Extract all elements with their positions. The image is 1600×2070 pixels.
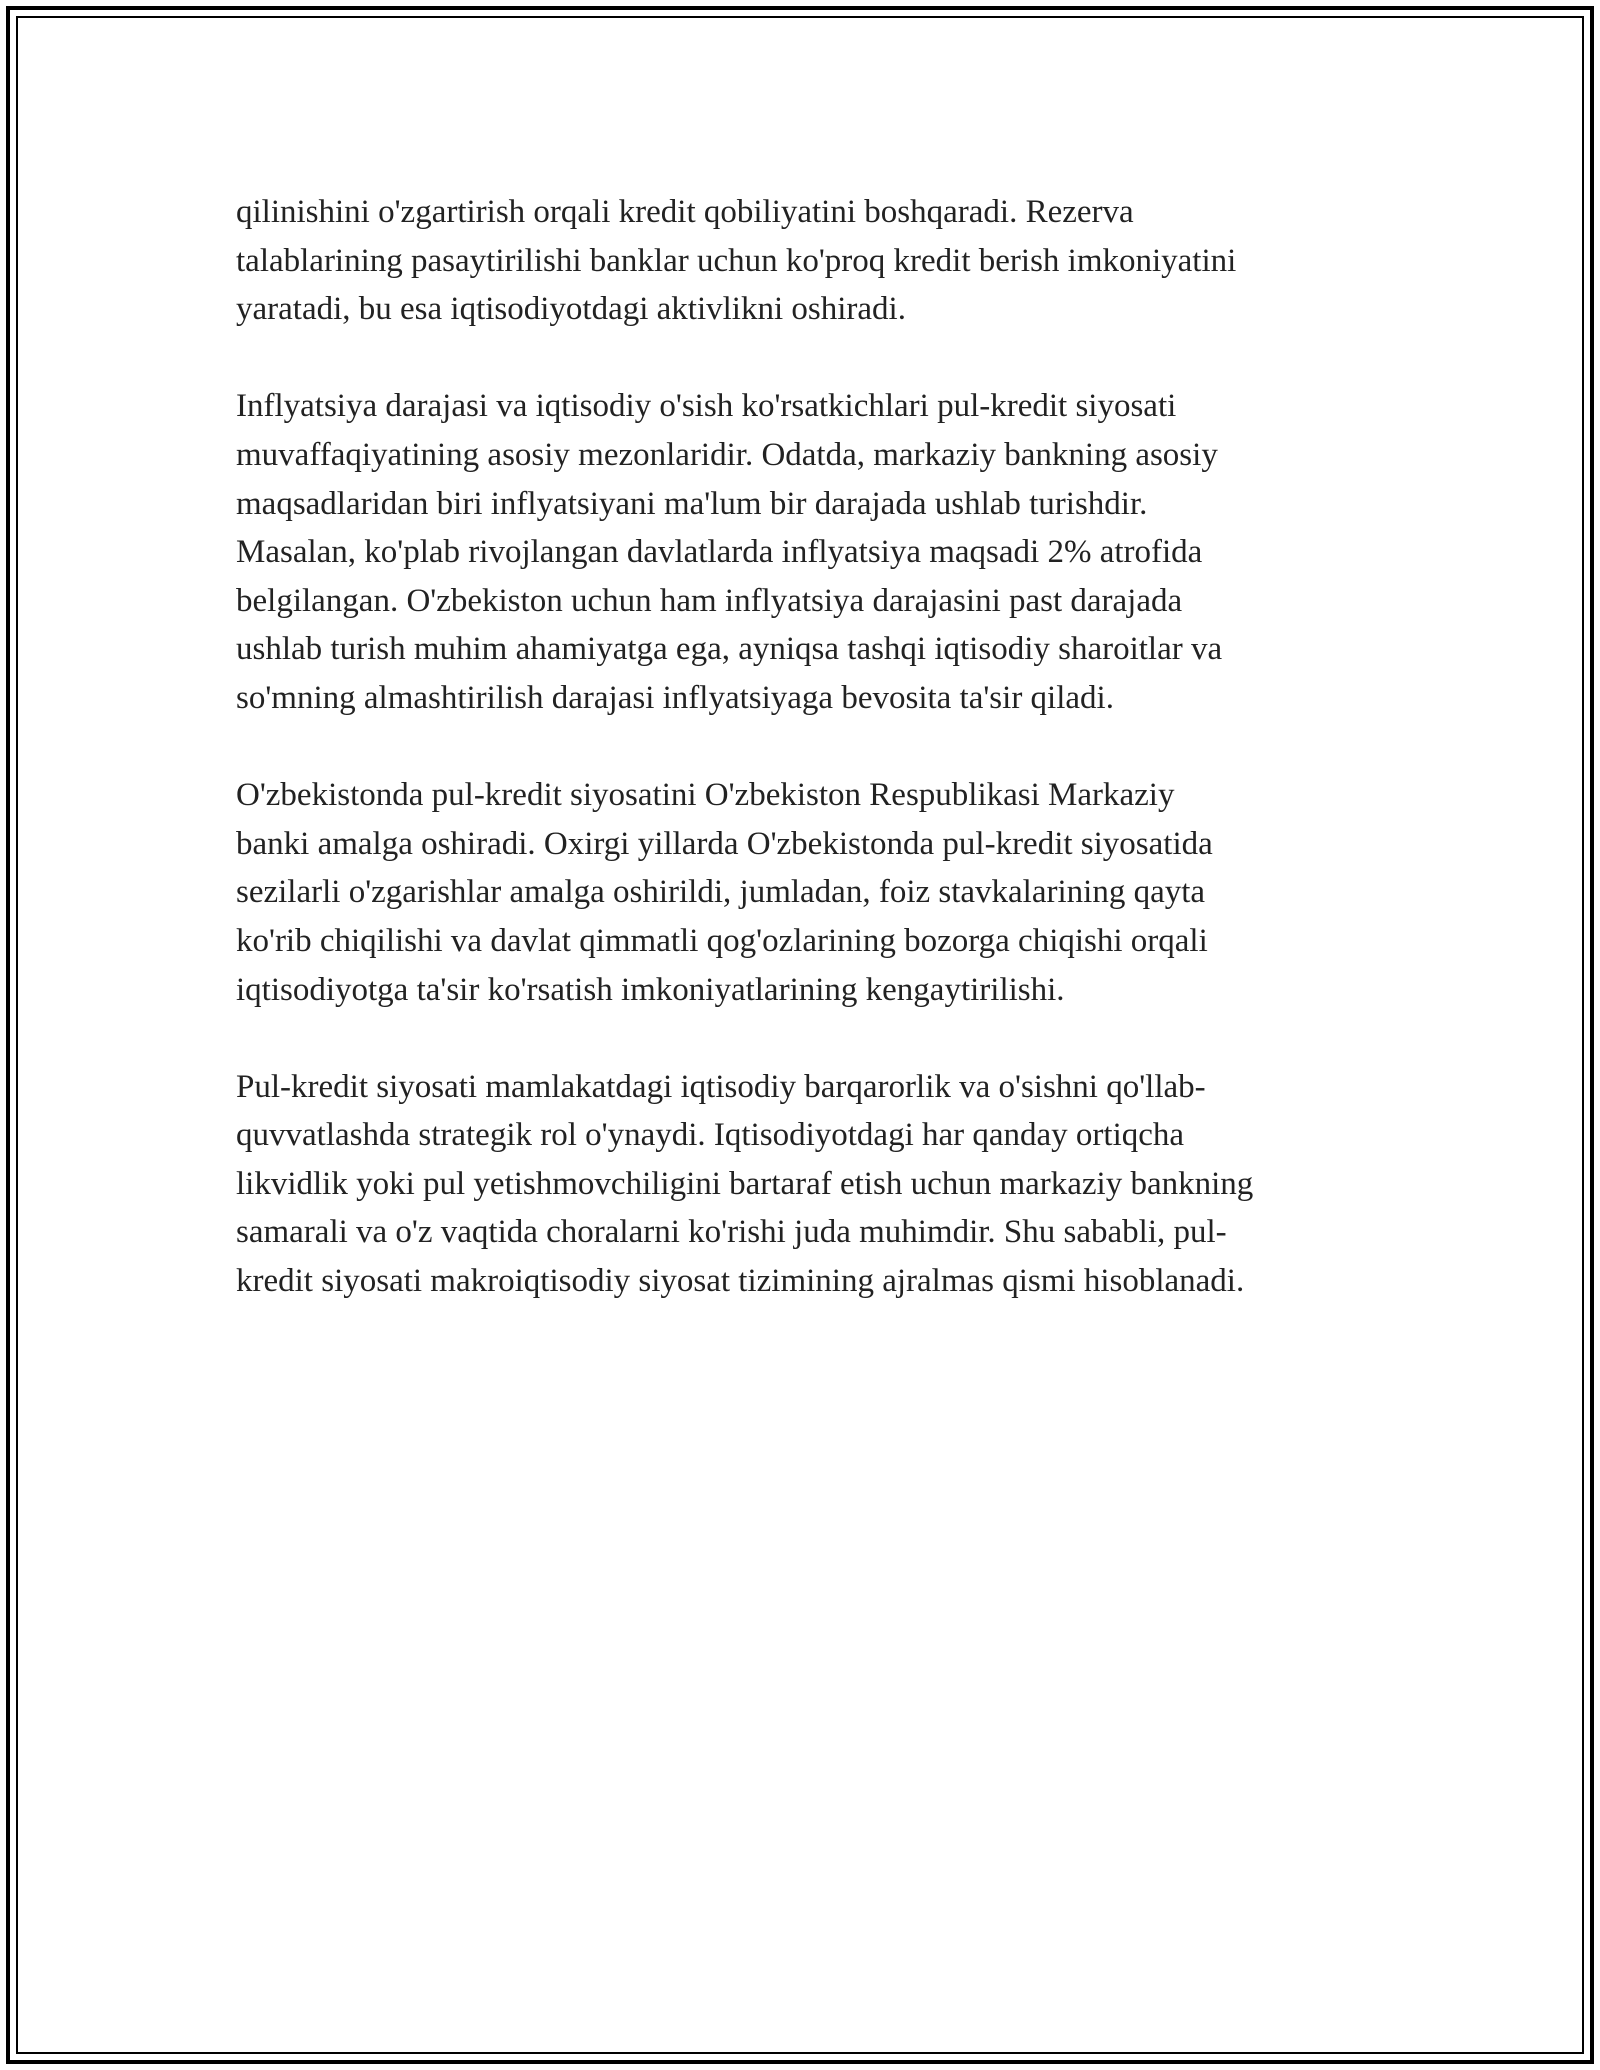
document-body: [236, 188, 1376, 1354]
paragraph-1: qilinishini o'zgartirish orqali kredit qobiliyatini boshqaradi. Rezerva talablarining pasaytirilishi banklar uchun ko'proq kredit berish imkoniyatini yaratadi, bu esa iqtisodiyotdagi aktivlikni oshiradi.: [236, 194, 1237, 328]
paragraph-3: O'zbekistonda pul-kredit siyosatini O'zbekiston Respublikasi Markaziy banki amalga oshiradi. Oxirgi yillarda O'zbekistonda pul-kredit siyosatida sezilarli o'zgarishlar amalga oshirildi, jumladan, foiz stavkalarining qayta ko'rib chiqilishi va davlat qimmatli qog'ozlarining bozorga chiqishi orqali iqtisodiyotga ta'sir ko'rsatish imkoniyatlarining kengaytirilishi.: [236, 777, 1213, 1008]
paragraph-2: Inflyatsiya darajasi va iqtisodiy o'sish ko'rsatkichlari pul-kredit siyosati muvaffaqiyatining asosiy mezonlaridir. Odatda, markaziy bankning asosiy maqsadlaridan biri inflyatsiyani ma'lum bir darajada ushlab turishdir. Masalan, ko'plab rivojlangan davlatlarda inflyatsiya maqsadi 2% atrofida belgilangan. O'zbekiston uchun ham inflyatsiya darajasini past darajada ushlab turish muhim ahamiyatga ega, ayniqsa tashqi iqtisodiy sharoitlar va so'mning almashtirilish darajasi inflyatsiyaga bevosita ta'sir qiladi.: [236, 388, 1223, 716]
paragraph-4: Pul-kredit siyosati mamlakatdagi iqtisodiy barqarorlik va o'sishni qo'llab- quvvatlashda strategik rol o'ynaydi. Iqtisodiyotdagi har qanday ortiqcha likvidlik yoki pul yetishmovchiligini bartaraf etish uchun markaziy bankning samarali va o'z vaqtida choralarni ko'rishi juda muhimdir. Shu sababli, pul- kredit siyosati makroiqtisodiy siyosat tizimining ajralmas qismi hisoblanadi.: [236, 1068, 1254, 1300]
